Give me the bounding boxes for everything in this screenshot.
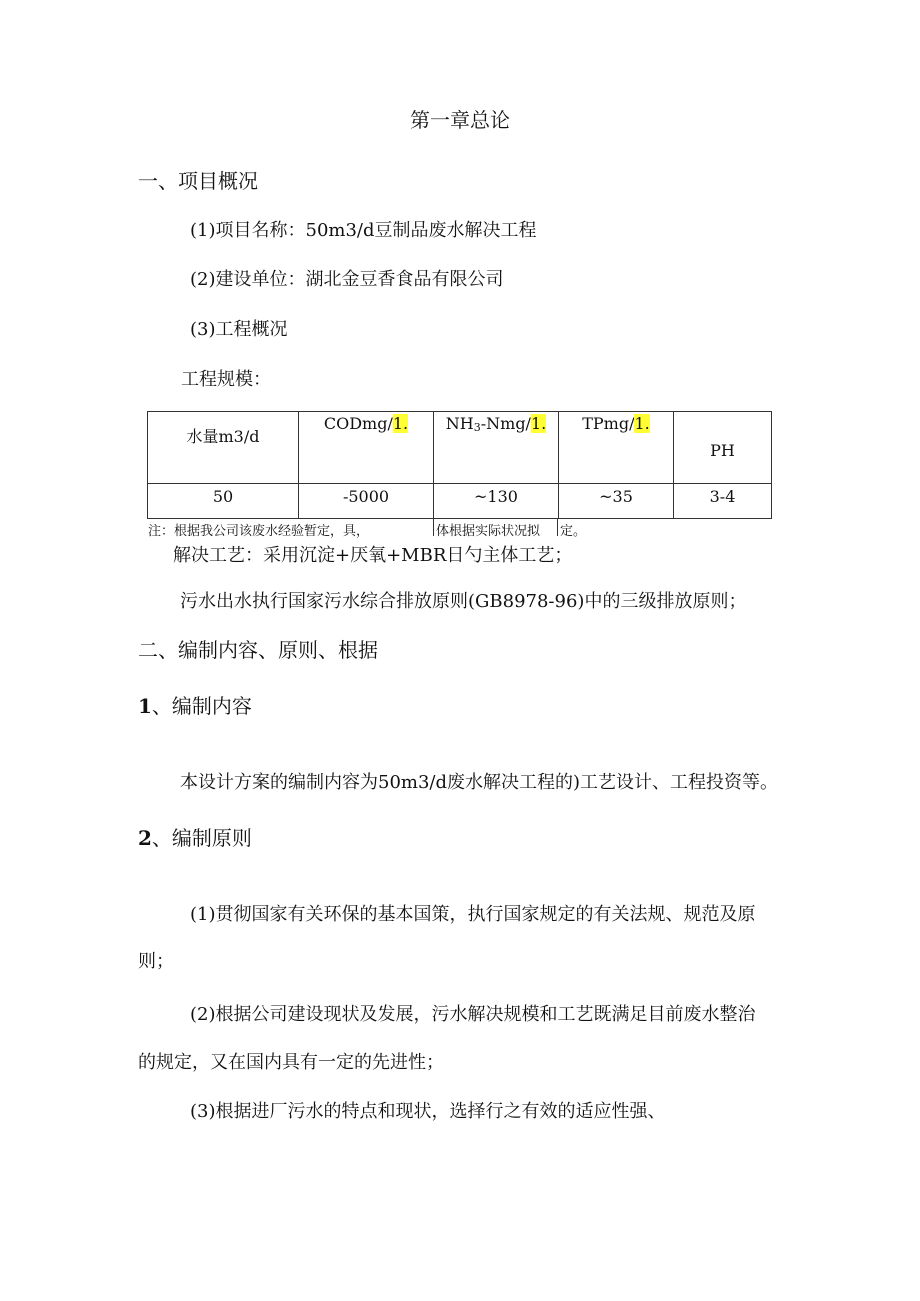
process-text: 解决工艺：采用沉淀+厌氧+MBR日勺主体工艺； — [173, 545, 573, 566]
table-note-left: 注：根据我公司该废水经验暂定，具， — [148, 524, 370, 539]
principle-3-line1: (3)根据进厂污水的特点和现状，选择行之有效的适应性强、 — [190, 1101, 666, 1122]
compilation-content-body: 本设计方案的编制内容为50m3/d废水解决工程的)工艺设计、工程投资等。 — [180, 772, 779, 793]
subsection-compilation-content: 1、编制内容 — [138, 694, 252, 718]
note-divider-right — [557, 518, 558, 536]
subsection-compilation-principles: 2、编制原则 — [138, 826, 252, 850]
header-cod: CODmg/1. — [299, 412, 434, 484]
discharge-standard-text: 污水出水执行国家污水综合排放原则(GB8978-96)中的三级排放原则； — [180, 591, 747, 612]
scale-table — [147, 411, 772, 519]
cell-cod: -5000 — [299, 484, 434, 519]
table-row — [148, 484, 772, 519]
chapter-title: 第一章总论 — [410, 108, 510, 132]
principle-2-line1: (2)根据公司建设现状及发展，污水解决规模和工艺既满足目前废水整治 — [190, 1004, 756, 1025]
cell-nh3n: ~130 — [434, 484, 559, 519]
principle-1-line1: (1)贯彻国家有关环保的基本国策，执行国家规定的有关法规、规范及原 — [190, 904, 756, 925]
scale-label: 工程规模： — [181, 369, 271, 390]
project-name-item: (1)项目名称：50m3/d豆制品废水解决工程 — [190, 220, 537, 241]
principle-1-line2: 则； — [138, 951, 174, 972]
builder-unit-item: (2)建设单位：湖北金豆香食品有限公司 — [190, 269, 504, 290]
header-ph: PH — [674, 412, 772, 484]
table-note-end: 定。 — [560, 524, 587, 539]
table-note-right: 体根据实际状况拟 — [436, 524, 541, 539]
note-divider-left — [433, 518, 434, 536]
section-heading-compilation: 二、编制内容、原则、根据 — [138, 638, 378, 662]
cell-water: 50 — [148, 484, 299, 519]
header-nh3n: $NH_3-Nmg/1$. — [434, 412, 559, 484]
header-water: 水量m3/d — [148, 412, 299, 484]
principle-2-line2: 的规定，又在国内具有一定的先进性； — [138, 1052, 444, 1073]
project-overview-item: (3)工程概况 — [190, 319, 288, 340]
cell-ph: 3-4 — [674, 484, 772, 519]
section-heading-overview: 一、项目概况 — [138, 169, 258, 193]
header-tp: TPmg/1. — [559, 412, 674, 484]
table-header-row — [148, 412, 772, 484]
cell-tp: ~35 — [559, 484, 674, 519]
